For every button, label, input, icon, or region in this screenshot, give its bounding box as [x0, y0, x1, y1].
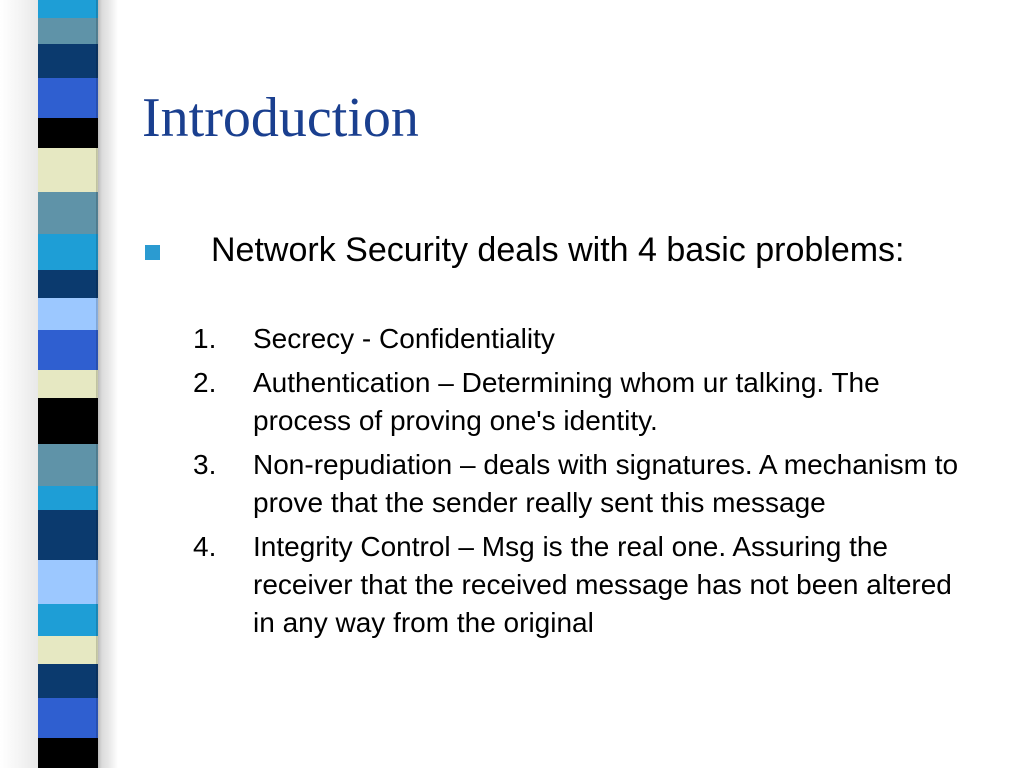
list-item-number: 3. [193, 449, 217, 480]
stripe-block [38, 698, 98, 738]
stripe-block [38, 636, 98, 664]
stripe-block [38, 738, 98, 768]
stripe-block [38, 664, 98, 698]
stripe-block [38, 444, 98, 486]
stripe-block [38, 44, 98, 78]
stripe-block [38, 398, 98, 444]
list-item-number: 1. [193, 323, 217, 354]
stripe-block [38, 560, 98, 604]
slide-title: Introduction [142, 87, 419, 149]
stripe-block [38, 270, 98, 298]
main-bullet-text: Network Security deals with 4 basic problems: [211, 231, 905, 269]
stripe-block [38, 78, 98, 118]
decorative-stripe-column [38, 0, 98, 768]
stripe-block [38, 234, 98, 270]
stripe-block [38, 118, 98, 148]
list-item-text: Authentication – Determining whom ur talking. The process of proving one's identity. [253, 367, 880, 436]
stripe-block [38, 298, 98, 330]
list-item-text: Secrecy - Confidentiality [253, 323, 555, 354]
list-item-text: Integrity Control – Msg is the real one. Assuring the receiver that the received message has not been altered in any way from the original [253, 531, 952, 638]
stripe-block [38, 370, 98, 398]
stripe-block [38, 148, 98, 192]
stripe-shadow [96, 0, 102, 768]
square-bullet-icon [145, 245, 160, 260]
stripe-block [38, 510, 98, 560]
stripe-block [38, 330, 98, 370]
stripe-block [38, 18, 98, 44]
stripe-block [38, 486, 98, 510]
list-item [193, 364, 993, 440]
list-item [193, 320, 993, 358]
numbered-list [193, 320, 993, 648]
stripe-block [38, 192, 98, 234]
list-item [193, 528, 993, 642]
stripe-block [38, 604, 98, 636]
stripe-block [38, 0, 98, 18]
list-item-number: 2. [193, 367, 217, 398]
list-item [193, 446, 993, 522]
list-item-number: 4. [193, 531, 217, 562]
list-item-text: Non-repudiation – deals with signatures. A mechanism to prove that the sender really sent this message [253, 449, 959, 518]
